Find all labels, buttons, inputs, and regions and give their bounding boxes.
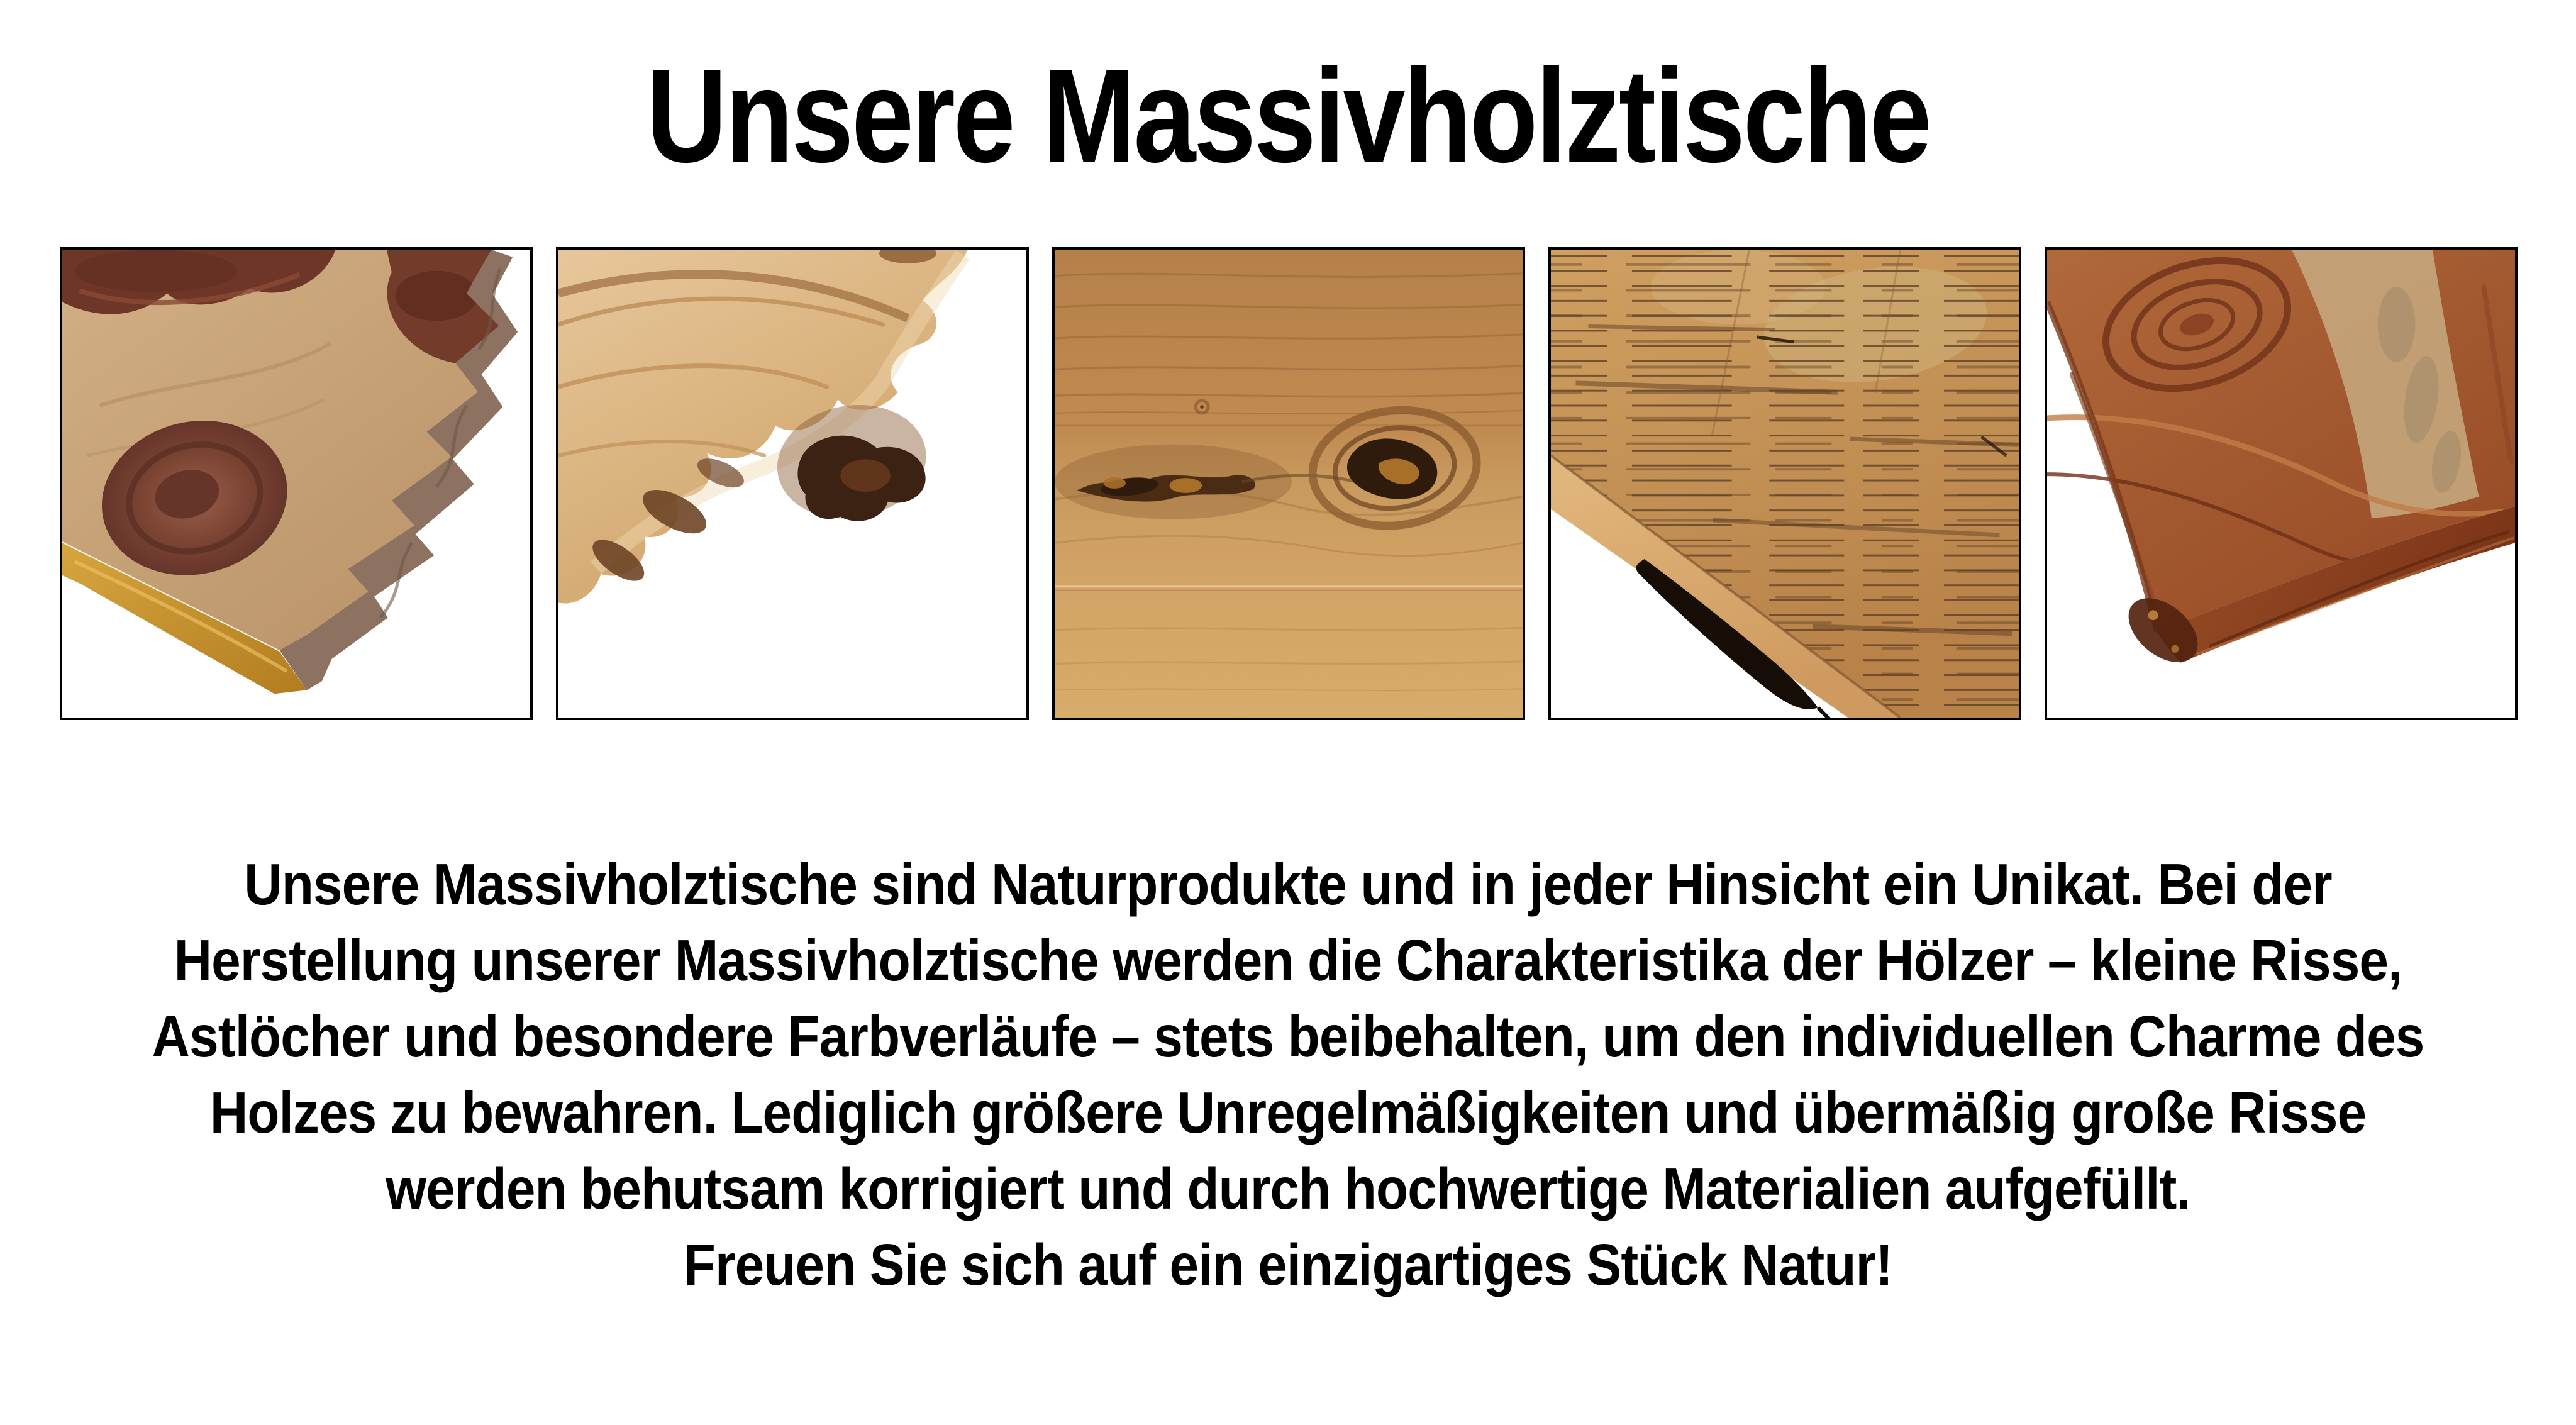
wood-grain-art-5 (2047, 250, 2515, 718)
wood-photo-sheesham-red-corner (2045, 247, 2518, 720)
description-line: Herstellung unserer Massivholztische werden die Charakteristika der Hölzer – kleine Risse, (174, 928, 2402, 993)
wood-photo-sheesham-corner (60, 247, 533, 720)
description-text (129, 846, 2447, 1303)
description-line: Astlöcher und besondere Farbverläufe – stets beibehalten, um den individuellen Charme des (152, 1004, 2424, 1069)
wood-photo-acacia-edge (556, 247, 1029, 720)
description-line: werden behutsam korrigiert und durch hochwertige Materialien aufgefüllt. (386, 1156, 2190, 1221)
page-title: Unsere Massivholztische (646, 41, 1930, 190)
knot-highlight (840, 459, 890, 492)
description-line: Holzes zu bewahren. Lediglich größere Unregelmäßigkeiten und übermäßig große Risse (209, 1080, 2367, 1145)
wood-grain-art-1 (62, 250, 530, 718)
wood-grain-art-3 (1055, 250, 1523, 718)
description-line: Unsere Massivholztische sind Naturprodukte und in jeder Hinsicht ein Unikat. Bei der (244, 851, 2332, 917)
wood-photo-rough-sawn-edge (1548, 247, 2021, 720)
wood-grain-art-4 (1551, 250, 2019, 718)
swirl-core-right (396, 271, 478, 321)
description-line: Freuen Sie sich auf ein einzigartiges Stück Natur! (683, 1232, 1893, 1297)
wood-photo-grain-closeup (1052, 247, 1525, 720)
swirl-shadow (75, 250, 237, 292)
wood-grain-art-2 (558, 250, 1026, 718)
